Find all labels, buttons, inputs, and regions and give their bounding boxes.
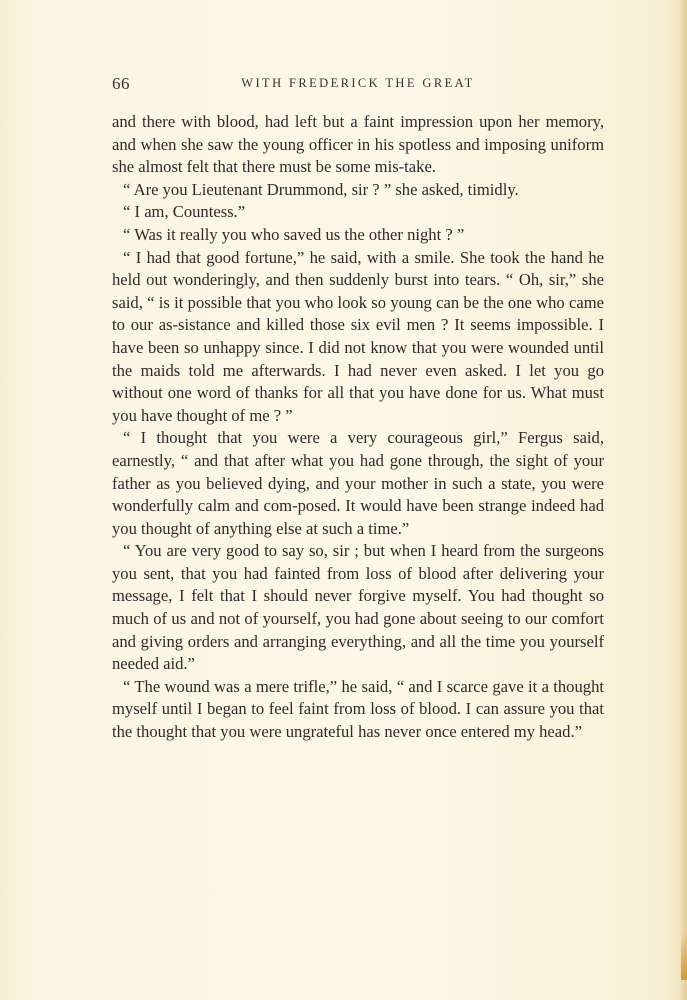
paragraph: “ I thought that you were a very courageous girl,” Fergus said, earnestly, “ and that after what you had gone through, the sight of your father as you believed dying, and your mother in such a state, you were wonderfully calm and com-posed. It would have been strange indeed had you thought of anything else at such a time.”: [112, 428, 604, 538]
page-number: 66: [112, 74, 130, 93]
page-corner-mark: [681, 930, 687, 980]
body-text: [112, 111, 604, 744]
paragraph: “ Was it really you who saved us the other night ? ”: [123, 224, 465, 244]
running-title: WITH FREDERICK THE GREAT: [241, 76, 475, 90]
paragraph: “ The wound was a mere trifle,” he said, “ and I scarce gave it a thought myself until I began to feel faint from loss of blood. I can assure you that the thought that you were ungrateful has never once entered my head.”: [112, 676, 604, 742]
paragraph: and there with blood, had left but a faint impression upon her memory, and when she saw the young officer in his spotless and imposing uniform she almost felt that there must be some mis-take.: [112, 112, 604, 177]
paragraph: “ You are very good to say so, sir ; but when I heard from the surgeons you sent, that you had fainted from loss of blood after delivering your message, I felt that I should never forgive myself. You had thought so much of us and not of yourself, you had gone about seeing to our comfort and giving orders and arranging everything, and all the time you yourself needed aid.”: [112, 541, 604, 674]
paragraph: “ I had that good fortune,” he said, with a smile. She took the hand he held out wonderingly, and then suddenly burst into tears. “ Oh, sir,” she said, “ is it possible that you who look so young can be the one who came to our as-sistance and killed those six evil men ? It seems impossible. I have been so unhappy since. I did not know that you were wounded until the maids told me afterwards. I had never even asked. I let you go without one word of thanks for all that you have done for us. What must you have thought of me ? ”: [112, 247, 604, 425]
paragraph: “ I am, Countess.”: [123, 202, 246, 222]
paragraph: “ Are you Lieutenant Drummond, sir ? ” she asked, timidly.: [123, 179, 519, 199]
page-header: [112, 74, 604, 96]
page-edge-shade: [679, 0, 687, 1000]
